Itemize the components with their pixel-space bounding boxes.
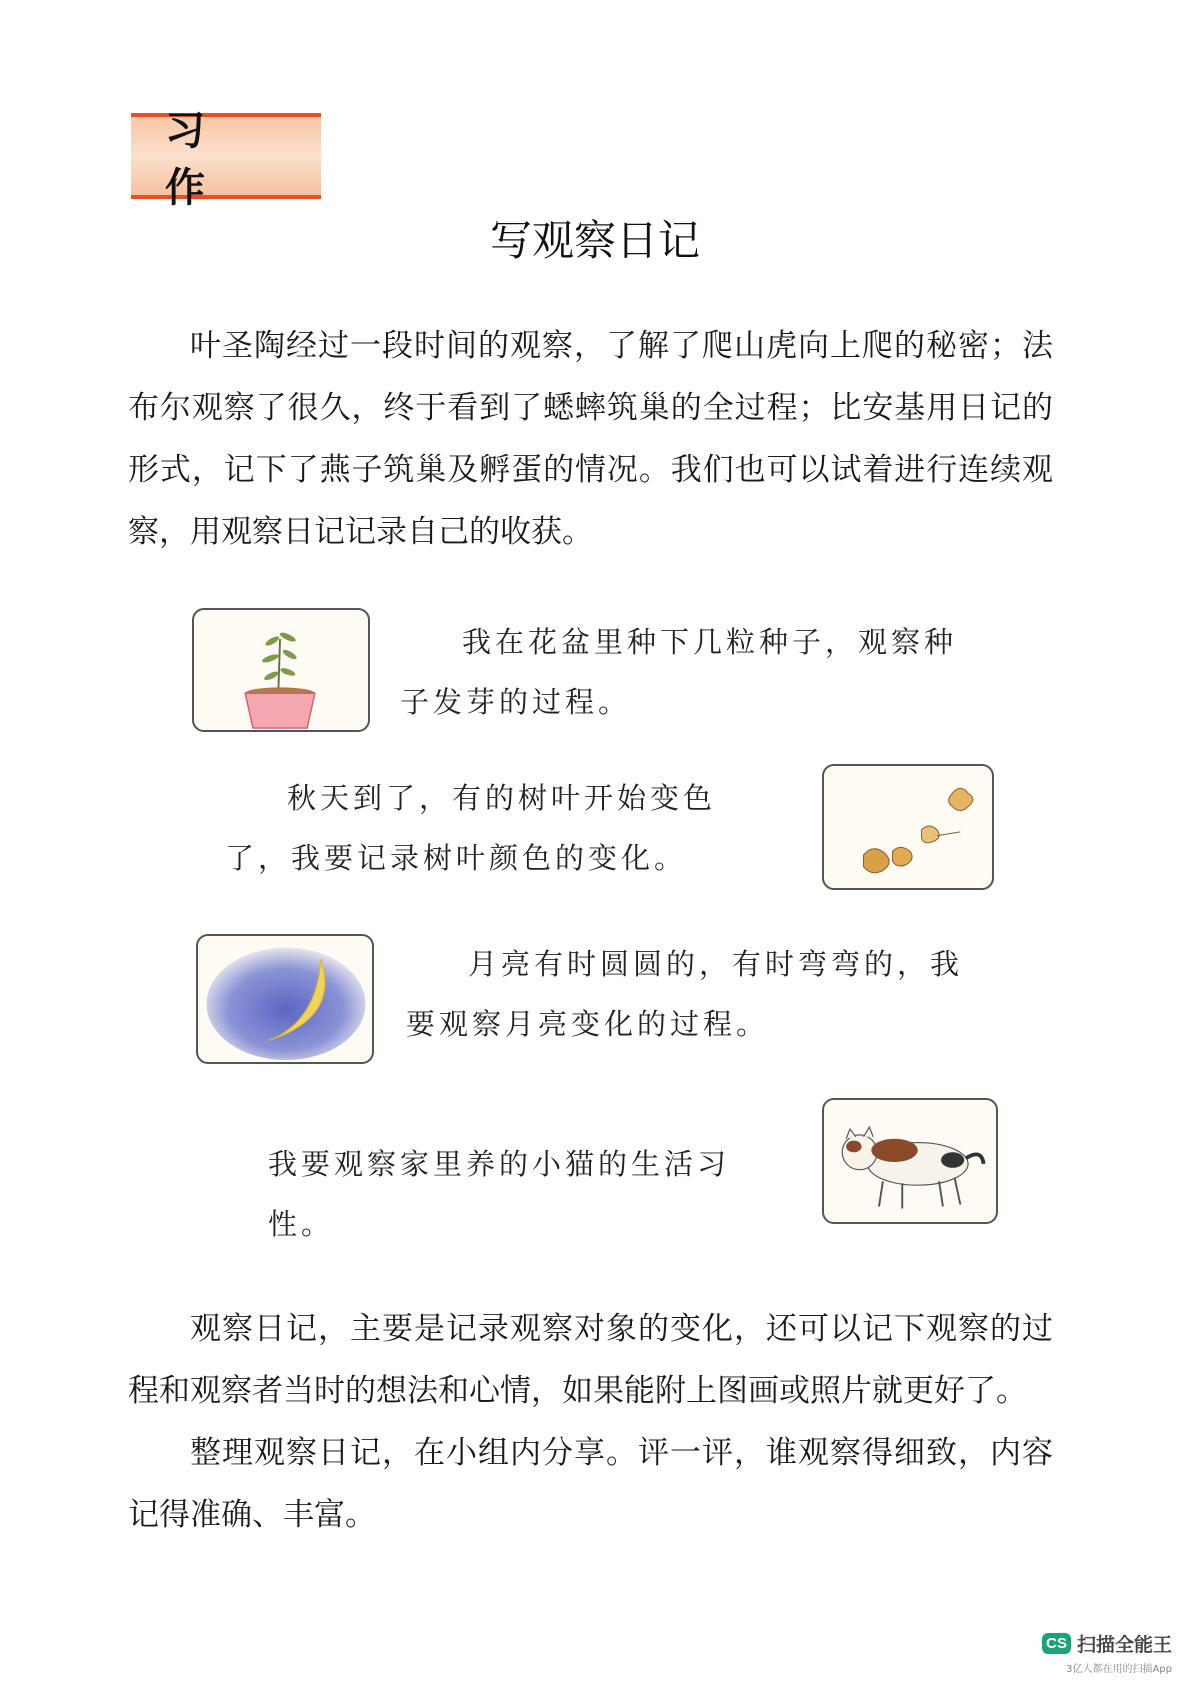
seedling-pot-illustration	[192, 608, 370, 732]
calico-cat-illustration	[822, 1098, 998, 1224]
section-badge	[131, 107, 321, 211]
closing-paragraph-2: 整理观察日记，在小组内分享。评一评，谁观察得细致，内容记得准确、丰富。	[128, 1435, 1053, 1533]
closing-paragraph-1: 观察日记，主要是记录观察对象的变化，还可以记下观察的过程和观察者当时的想法和心情，如果能附上图画或照片就更好了。	[128, 1311, 1053, 1409]
section-label: 习 作	[165, 107, 239, 211]
scanner-tagline: 3亿人都在用的扫描App	[1066, 1664, 1172, 1675]
idea-leaves-text: 秋天到了，有的树叶开始变色了，我要记录树叶颜色的变化。	[225, 781, 717, 875]
intro-paragraph: 叶圣陶经过一段时间的观察，了解了爬山虎向上爬的秘密；法布尔观察了很久，终于看到了蟋蟀筑巢的全过程；比安基用日记的形式，记下了燕子筑巢及孵蛋的情况。我们也可以试着进行连续观察，用观察日记记录自己的收获。	[128, 328, 1053, 550]
crescent-moon-illustration	[196, 934, 374, 1064]
idea-moon-text: 月亮有时圆圆的，有时弯弯的，我要观察月亮变化的过程。	[406, 947, 964, 1041]
idea-seedling-text: 我在花盆里种下几粒种子，观察种子发芽的过程。	[400, 625, 958, 719]
scanner-logo-icon: CS	[1042, 1633, 1071, 1654]
idea-cat-text: 我要观察家里养的小猫的生活习性。	[268, 1147, 731, 1241]
page-title: 写观察日记	[489, 216, 700, 265]
scanner-app-name: 扫描全能王	[1076, 1634, 1172, 1656]
scanner-watermark	[1042, 1630, 1172, 1675]
autumn-leaves-illustration	[822, 764, 994, 890]
